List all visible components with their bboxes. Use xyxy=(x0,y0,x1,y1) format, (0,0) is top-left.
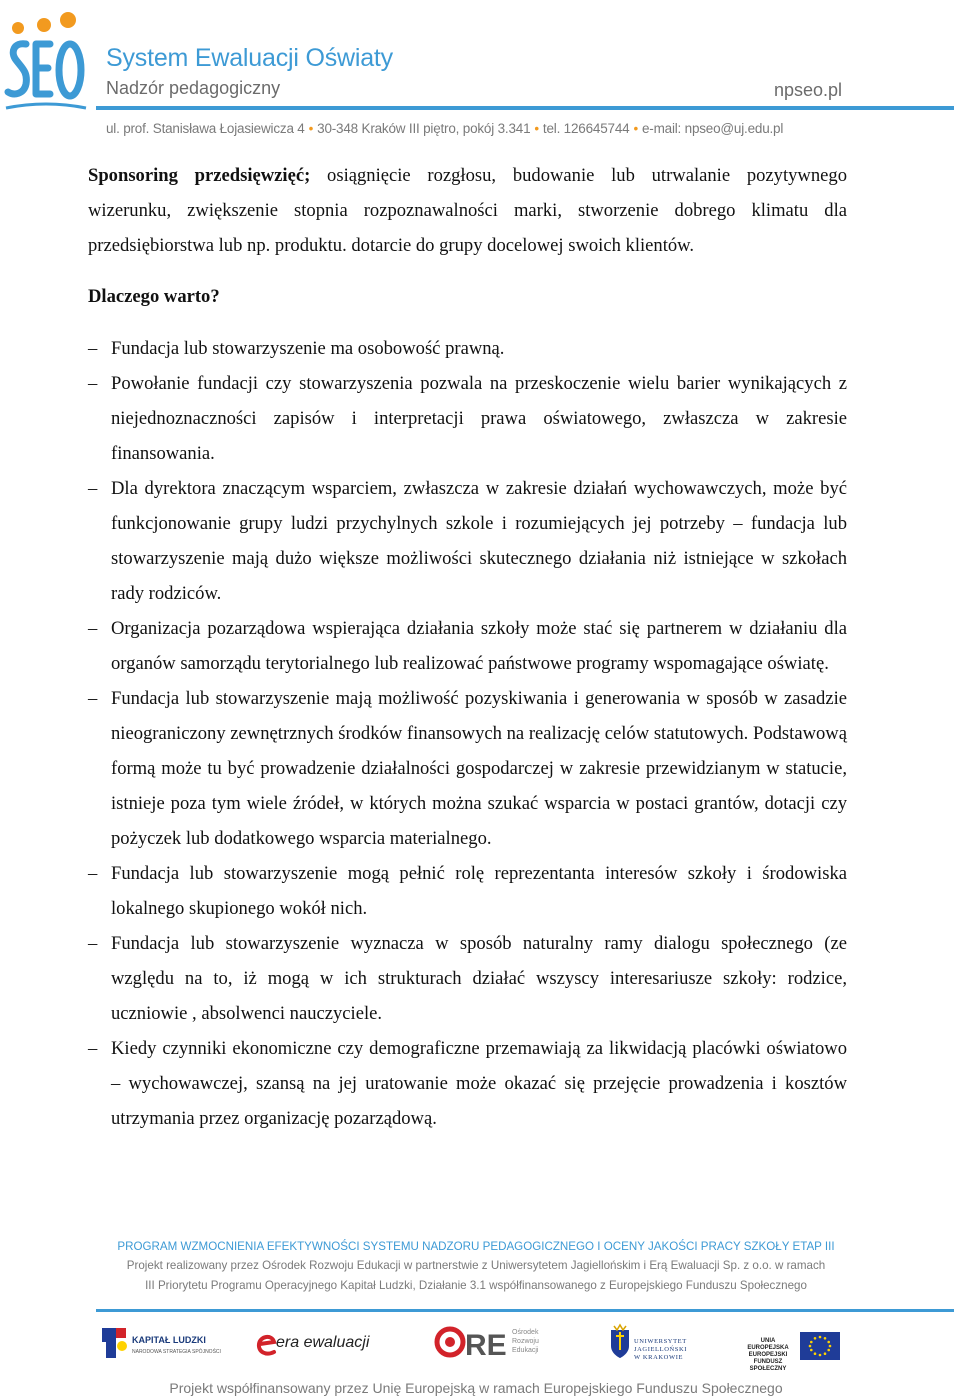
list-item-text: Fundacja lub stowarzyszenie mają możliwość pozyskiwania i generowania w sposób w zasadzie nieograniczony zewnętrznych środków finansowych na realizację celów statutowych. Podstawową formą może tu być prowadzenie działalności gospodarczej w zakresie przewidzianym w statucie, istnieje poza tym wiele źródeł, w których można szukać wsparcia w postaci grantów, dotacji czy pożyczek lub dodatkowego wsparcia materialnego. xyxy=(111,688,847,849)
separator-dot: • xyxy=(633,121,638,136)
list-item-text: Dla dyrektora znaczącym wsparciem, zwłaszcza w zakresie działań wychowawczych, może być funkcjonowanie grupy ludzi przychylnych szkole i rozumiejących jej potrzeby – fundacja lub stowarzyszenie mają dużo większe możliwości skutecznego działania niż istniejące w szkołach rady rodziców. xyxy=(111,478,847,604)
ue-line: FUNDUSZ SPOŁECZNY xyxy=(749,1359,787,1372)
list-item-text: Powołanie fundacji czy stowarzyszenia pozwala na przeskoczenie wielu barier wynikających z niejednoznaczności zapisów i interpretacji prawa oświatowego, zwłaszcza w zakresie finansowania. xyxy=(111,373,847,464)
eu-flag-icon xyxy=(800,1332,840,1360)
seo-logo-icon xyxy=(4,8,88,112)
list-item-text: Kiedy czynniki ekonomiczne czy demograficzne przemawiają za likwidacją placówki oświatowo – wychowawczej, szansą na jej uratowanie może okazać się przejęcie prowadzenia i kosztów utrzymania przez organizację pozarządową. xyxy=(111,1038,847,1129)
email-address[interactable]: e-mail: npseo@uj.edu.pl xyxy=(641,121,784,136)
unia-europejska-logo xyxy=(740,1322,850,1372)
website-link[interactable]: npseo.pl xyxy=(773,80,842,100)
project-info-line-2: III Priorytetu Programu Operacyjnego Kapitał Ludzki, Działanie 3.1 współfinansowanego z Europejskiego Funduszu Społecznego xyxy=(145,1279,807,1292)
ore-logo xyxy=(434,1322,564,1372)
list-item xyxy=(88,331,847,366)
contact-line xyxy=(106,121,783,136)
uj-crest-icon xyxy=(608,1322,632,1362)
dash-bullet: – xyxy=(88,1038,98,1059)
partner-logos xyxy=(96,1322,856,1372)
benefits-list xyxy=(88,331,847,1136)
uj-text xyxy=(634,1338,687,1362)
ue-text xyxy=(740,1338,796,1373)
cofinancing-note: Projekt współfinansowany przez Unię Europejską w ramach Europejskiego Funduszu Społecznego xyxy=(169,1380,783,1396)
address-city: 30-348 Kraków III piętro, pokój 3.341 xyxy=(317,121,531,136)
document-body xyxy=(88,158,847,1136)
phone-number: tel. 126645744 xyxy=(542,121,630,136)
uniwersytet-jagiellonski-logo xyxy=(608,1322,718,1372)
dash-bullet: – xyxy=(88,688,98,709)
list-item xyxy=(88,681,847,856)
ore-sub-line: Ośrodek xyxy=(512,1329,539,1336)
lead-paragraph xyxy=(88,158,847,263)
list-item xyxy=(88,856,847,926)
ore-sub-line: Rozwoju xyxy=(512,1338,539,1345)
section-heading: Dlaczego warto? xyxy=(88,286,220,307)
separator-dot: • xyxy=(534,121,539,136)
dash-bullet: – xyxy=(88,478,98,499)
organization-name: System Ewaluacji Oświaty xyxy=(106,44,393,72)
list-item xyxy=(88,366,847,471)
list-item-text: Fundacja lub stowarzyszenie mogą pełnić rolę reprezentanta interesów szkoły i środowiska lokalnego skupionego wokół nich. xyxy=(111,863,847,919)
dash-bullet: – xyxy=(88,863,98,884)
separator-dot: • xyxy=(308,121,314,136)
kapital-ludzki-logo xyxy=(100,1322,230,1372)
footer-divider xyxy=(96,1309,954,1312)
dash-bullet: – xyxy=(88,618,98,639)
era-ewaluacji-text: era ewaluacji xyxy=(276,1334,370,1351)
program-title: PROGRAM WZMOCNIENIA EFEKTYWNOŚCI SYSTEMU NADZORU PEDAGOGICZNEGO I OCENY JAKOŚCI PRACY SZKOŁY ETAP III xyxy=(117,1240,835,1253)
list-item xyxy=(88,611,847,681)
project-info-line-1: Projekt realizowany przez Ośrodek Rozwoju Edukacji w partnerstwie z Uniwersytetem Jagiellońskim i Erą Ewaluacji Sp. z o.o. w ramach xyxy=(126,1259,826,1272)
list-item xyxy=(88,471,847,611)
letterhead xyxy=(0,0,960,140)
list-item xyxy=(88,1031,847,1136)
list-item xyxy=(88,926,847,1031)
list-item-text: Fundacja lub stowarzyszenie ma osobowość prawną. xyxy=(111,338,505,359)
ue-line: EUROPEJSKI xyxy=(748,1352,788,1358)
dash-bullet: – xyxy=(88,338,98,359)
list-item-text: Fundacja lub stowarzyszenie wyznacza w sposób naturalny ramy dialogu społecznego (ze względu na to, iż mogą w ich strukturach działać wszyscy interesariusze szkoły: rodzice, uczniowie , absolwenci nauczyciele. xyxy=(111,933,847,1024)
kapital-ludzki-text xyxy=(132,1335,221,1357)
kapital-ludzki-sublabel: NARODOWA STRATEGIA SPÓJNOŚCI xyxy=(132,1349,221,1355)
lead-text: osiągnięcie rozgłosu, budowanie lub utrwalanie pozytywnego wizerunku, zwiększenie stopnia rozpoznawalności marki, stworzenie dobrego klimatu dla przedsiębiorstwa lub np. produktu. dotarcie do grupy docelowej swoich klientów. xyxy=(88,165,848,256)
address-street: ul. prof. Stanisława Łojasiewicza 4 xyxy=(106,121,305,136)
kapital-ludzki-icon xyxy=(100,1322,130,1366)
list-item-text: Organizacja pozarządowa wspierająca działania szkoły może stać się partnerem w działaniu dla organów samorządu terytorialnego lub realizować państwowe programy wspomagające oświatę. xyxy=(111,618,847,674)
organization-subtitle: Nadzór pedagogiczny xyxy=(106,78,281,98)
ore-sub-line: Edukacji xyxy=(512,1347,539,1354)
ore-subtitle xyxy=(512,1328,539,1355)
kapital-ludzki-label: KAPITAŁ LUDZKI xyxy=(132,1335,206,1345)
svg-text:RE: RE xyxy=(465,1329,507,1362)
uj-line: W KRAKOWIE xyxy=(634,1354,684,1361)
era-ewaluacji-logo xyxy=(254,1322,384,1372)
ore-icon xyxy=(434,1322,508,1362)
uj-line: JAGIELLOŃSKI xyxy=(634,1346,688,1353)
dash-bullet: – xyxy=(88,933,98,954)
lead-heading: Sponsoring przedsięwzięć; xyxy=(88,165,311,186)
uj-line: UNIWERSYTET xyxy=(634,1338,687,1345)
dash-bullet: – xyxy=(88,373,98,394)
header-divider xyxy=(96,106,954,110)
ue-line: UNIA EUROPEJSKA xyxy=(747,1338,789,1351)
